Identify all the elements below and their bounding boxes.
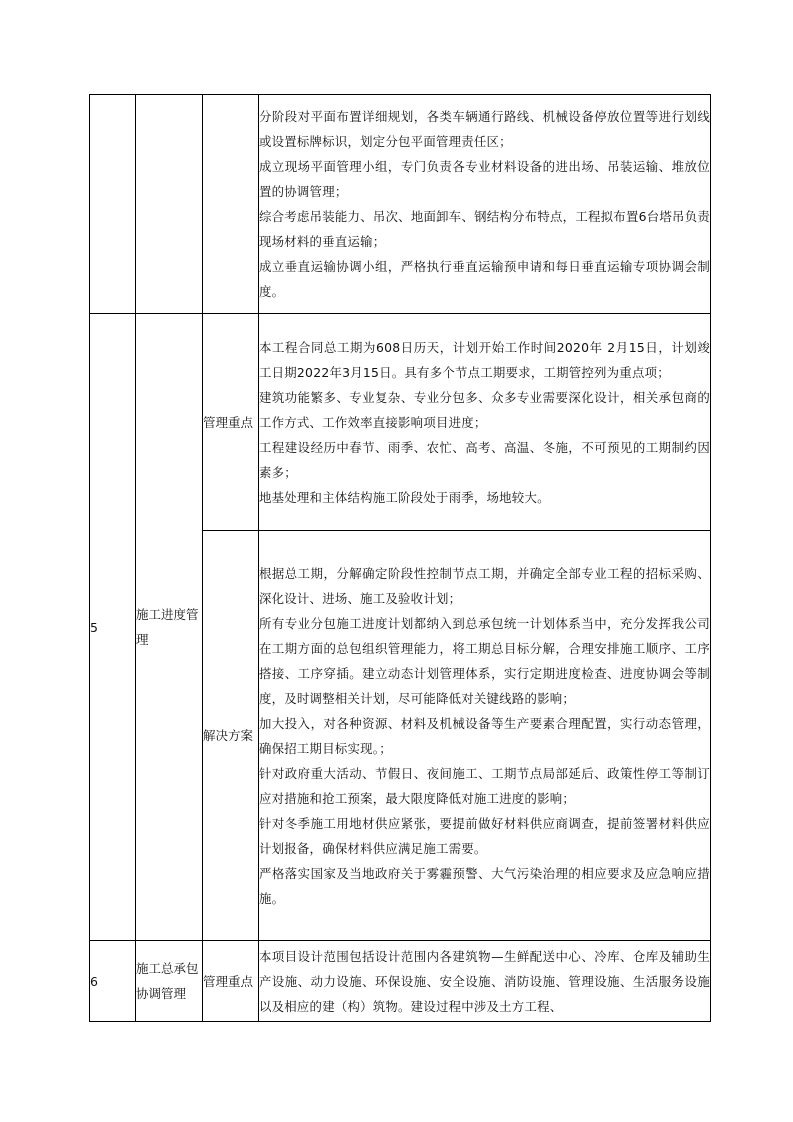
content-paragraph: 针对冬季施工用地材供应紧张，要提前做好材料供应商调查，提前签署材料供应计划报备，确保材料供应满足施工需要。: [259, 815, 710, 856]
content-paragraph: 根据总工期，分解确定阶段性控制节点工期，并确定全部专业工程的招标采购、深化设计、进场、施工及验收计划；: [259, 565, 710, 606]
table-row-continued: [90, 95, 711, 314]
content-paragraph: 工程建设经历中春节、雨季、农忙、高考、高温、冬施，不可预见的工期制约因素多；: [259, 439, 710, 480]
content-paragraph: 加大投入，对各种资源、材料及机械设备等生产要素合理配置，实行动态管理，确保招工期目标实现。；: [259, 715, 710, 756]
row-number-cell: [90, 95, 136, 314]
subcategory-key-points: 管理重点: [203, 941, 259, 1022]
content-paragraph: 成立现场平面管理小组，专门负责各专业材料设备的进出场、吊装运输、堆放位置的协调管理；: [259, 159, 710, 199]
content-paragraph: 成立垂直运输协调小组，严格执行垂直运输预申请和每日垂直运输专项协调会制度。: [259, 259, 710, 299]
content-paragraph: 严格落实国家及当地政府关于雾霾预警、大气污染治理的相应要求及应急响应措施。: [259, 865, 710, 906]
key-points-content: [259, 941, 711, 1022]
category-schedule-management: 施工进度管理: [136, 314, 203, 941]
content-paragraph: 针对政府重大活动、节假日、夜间施工、工期节点局部延后、政策性停工等制订应对措施和抢工预案，最大限度降低对施工进度的影响；: [259, 765, 710, 806]
content-paragraph: 综合考虑吊装能力、吊次、地面卸车、钢结构分布特点，工程拟布置6台塔吊负责现场材料的垂直运输；: [259, 209, 710, 249]
subcategory-solutions: 解决方案: [203, 531, 259, 941]
content-paragraph: 建筑功能繁多、专业复杂、专业分包多、众多专业需要深化设计，相关承包商的工作方式、工作效率直接影响项目进度；: [259, 389, 710, 430]
content-paragraph: 所有专业分包施工进度计划都纳入到总承包统一计划体系当中，充分发挥我公司在工期方面的总包组织管理能力，将工期总目标分解，合理安排施工顺序、工序搭接、工序穿插。建立动态计划管理体系，实行定期进度检查、进度协调会等制度，及时调整相关计划，尽可能降低对关键线路的影响；: [259, 615, 710, 706]
subcategory-key-points: 管理重点: [203, 314, 259, 531]
solutions-content: [259, 531, 711, 941]
category-cell: [136, 95, 203, 314]
table-row-5-key-points: [90, 314, 711, 531]
key-points-content: [259, 314, 711, 531]
management-table: [89, 94, 711, 1022]
content-paragraph: 分阶段对平面布置详细规划，各类车辆通行路线、机械设备停放位置等进行划线或设置标牌标识，划定分包平面管理责任区；: [259, 109, 710, 149]
category-general-contracting-coordination: 施工总承包协调管理: [136, 941, 203, 1022]
content-paragraph: 地基处理和主体结构施工阶段处于雨季，场地较大。: [259, 489, 550, 505]
content-cell: [259, 95, 711, 314]
row-number-5: 5: [90, 314, 136, 941]
table-row-6-key-points: [90, 941, 711, 1022]
row-number-6: 6: [90, 941, 136, 1022]
subcategory-cell: [203, 95, 259, 314]
content-paragraph: 本工程合同总工期为608日历天，计划开始工作时间2020年 2月15日，计划竣工日期2022年3月15日。具有多个节点工期要求，工期管控列为重点项；: [259, 339, 710, 380]
content-paragraph: 本项目设计范围包括设计范围内各建筑物—生鲜配送中心、冷库、仓库及辅助生产设施、动力设施、环保设施、安全设施、消防设施、管理设施、生活服务设施以及相应的建（构）筑物。建设过程中涉及土方工程、: [259, 948, 710, 1014]
